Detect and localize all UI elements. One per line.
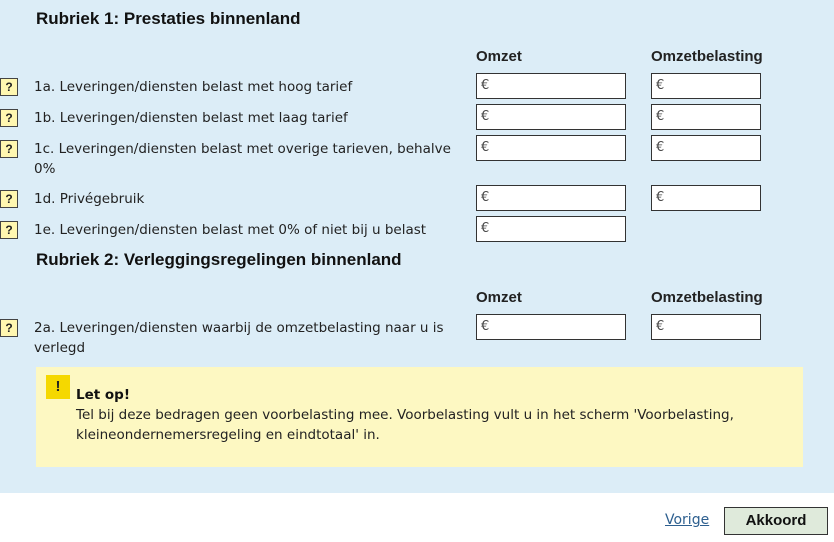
omzet-1d-field[interactable] xyxy=(476,185,626,211)
rubriek2-omzetbelasting-header: Omzetbelasting xyxy=(651,289,763,306)
rubriek2-omzet-header: Omzet xyxy=(476,289,522,306)
back-link[interactable]: Vorige xyxy=(665,512,710,528)
euro-icon: € xyxy=(481,190,490,205)
row-1b-label: 1b. Leveringen/diensten belast met laag tarief xyxy=(34,110,348,126)
belasting-1d-field[interactable] xyxy=(651,185,761,211)
omzet-2a-input[interactable] xyxy=(493,317,621,337)
help-1a-button[interactable]: ? xyxy=(0,78,18,96)
help-1c-button[interactable]: ? xyxy=(0,140,18,158)
row-2a-label: 2a. Leveringen/diensten waarbij de omzetbelasting naar u is verlegd xyxy=(34,320,444,356)
belasting-1a-input[interactable] xyxy=(668,76,756,96)
notice-title: Let op! xyxy=(76,387,131,403)
omzet-1a-field[interactable] xyxy=(476,73,626,99)
omzet-1e-field[interactable] xyxy=(476,216,626,242)
belasting-1b-input[interactable] xyxy=(668,107,756,127)
belasting-2a-field[interactable] xyxy=(651,314,761,340)
omzet-1c-input[interactable] xyxy=(493,138,621,158)
belasting-1d-input[interactable] xyxy=(668,188,756,208)
rubriek1-omzet-header: Omzet xyxy=(476,48,522,65)
help-1b-button[interactable]: ? xyxy=(0,109,18,127)
belasting-1c-input[interactable] xyxy=(668,138,756,158)
euro-icon: € xyxy=(481,78,490,93)
euro-icon: € xyxy=(656,319,665,334)
euro-icon: € xyxy=(481,109,490,124)
rubriek2-heading: Rubriek 2: Verleggingsregelingen binnenland xyxy=(36,250,402,269)
row-1a-label: 1a. Leveringen/diensten belast met hoog tarief xyxy=(34,79,353,95)
belasting-1a-field[interactable] xyxy=(651,73,761,99)
notice-box xyxy=(36,367,803,467)
help-1d-button[interactable]: ? xyxy=(0,190,18,208)
omzet-1e-input[interactable] xyxy=(493,219,621,239)
row-1e-label: 1e. Leveringen/diensten belast met 0% of niet bij u belast xyxy=(34,222,427,238)
warning-icon: ! xyxy=(46,375,70,399)
rubriek1-omzetbelasting-header: Omzetbelasting xyxy=(651,48,763,65)
omzet-2a-field[interactable] xyxy=(476,314,626,340)
euro-icon: € xyxy=(481,221,490,236)
notice-body: Tel bij deze bedragen geen voorbelasting mee. Voorbelasting vult u in het scherm 'Voorbelasting, kleineondernemersregeling en eindtotaal' in. xyxy=(76,407,734,443)
belasting-1b-field[interactable] xyxy=(651,104,761,130)
belasting-1c-field[interactable] xyxy=(651,135,761,161)
euro-icon: € xyxy=(656,140,665,155)
euro-icon: € xyxy=(656,78,665,93)
omzet-1b-field[interactable] xyxy=(476,104,626,130)
omzet-1b-input[interactable] xyxy=(493,107,621,127)
help-1e-button[interactable]: ? xyxy=(0,221,18,239)
help-2a-button[interactable]: ? xyxy=(0,319,18,337)
euro-icon: € xyxy=(656,109,665,124)
rubriek1-heading: Rubriek 1: Prestaties binnenland xyxy=(36,9,301,28)
submit-button[interactable]: Akkoord xyxy=(724,507,828,535)
omzet-1a-input[interactable] xyxy=(493,76,621,96)
euro-icon: € xyxy=(481,140,490,155)
belasting-2a-input[interactable] xyxy=(668,317,756,337)
euro-icon: € xyxy=(481,319,490,334)
row-1d-label: 1d. Privégebruik xyxy=(34,191,145,207)
omzet-1d-input[interactable] xyxy=(493,188,621,208)
omzet-1c-field[interactable] xyxy=(476,135,626,161)
euro-icon: € xyxy=(656,190,665,205)
row-1c-label: 1c. Leveringen/diensten belast met overige tarieven, behalve 0% xyxy=(34,141,451,177)
